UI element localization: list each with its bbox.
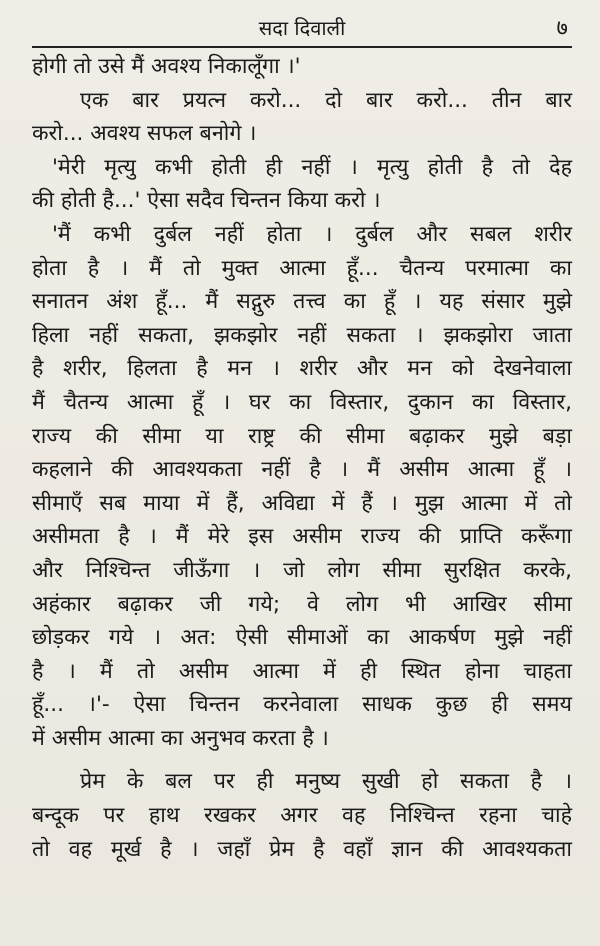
text-line: छोड़कर गये । अत: ऐसी सीमाओं का आकर्षण मुझे नहीं xyxy=(32,625,572,651)
page-header xyxy=(32,10,572,48)
text-line: हिला नहीं सकता, झकझोर नहीं सकता । झकझोरा जाता xyxy=(32,322,572,348)
text-line: हूँ... ।'- ऐसा चिन्तन करनेवाला साधक कुछ ही समय xyxy=(32,692,572,718)
text-line: की होती है...' ऐसा सदैव चिन्तन किया करो । xyxy=(32,188,381,214)
text-line: होगी तो उसे मैं अवश्य निकालूँगा ।' xyxy=(32,54,301,79)
text-line: सीमाएँ सब माया में हैं, अविद्या में हैं । मुझ आत्मा में तो xyxy=(32,490,572,516)
text-line: सनातन अंश हूँ... मैं सद्गुरु तत्त्व का हूँ । यह संसार मुझे xyxy=(32,289,572,315)
text-line: है शरीर, हिलता है मन । शरीर और मन को देखनेवाला xyxy=(32,356,572,382)
text-line: में असीम आत्मा का अनुभव करता है । xyxy=(32,725,329,751)
text-line: मैं चैतन्य आत्मा हूँ । घर का विस्तार, दुकान का विस्तार, xyxy=(32,389,572,415)
text-line: अहंकार बढ़ाकर जी गये; वे लोग भी आखिर सीमा xyxy=(32,591,572,617)
text-line: होता है । मैं तो मुक्त आत्मा हूँ... चैतन्य परमात्मा का xyxy=(32,255,572,281)
text-line: राज्य की सीमा या राष्ट्र की सीमा बढ़ाकर मुझे बड़ा xyxy=(32,423,572,449)
paragraph-gap xyxy=(32,755,572,765)
text-line: तो वह मूर्ख है । जहाँ प्रेम है वहाँ ज्ञान की आवश्यकता xyxy=(32,836,572,862)
body-text xyxy=(32,50,572,866)
text-line: करो... अवश्य सफल बनोगे । xyxy=(32,121,257,147)
text-line: कहलाने की आवश्यकता नहीं है । मैं असीम आत्मा हूँ । xyxy=(32,457,572,483)
text-line: है । मैं तो असीम आत्मा में ही स्थित होना चाहता xyxy=(32,658,572,684)
text-line: 'मेरी मृत्यु कभी होती ही नहीं । मृत्यु होती है तो देह xyxy=(52,154,572,180)
text-line: प्रेम के बल पर ही मनुष्य सुखी हो सकता है । xyxy=(80,769,572,795)
text-line: असीमता है । मैं मेरे इस असीम राज्य की प्राप्ति करूँगा xyxy=(32,524,572,550)
text-line: बन्दूक पर हाथ रखकर अगर वह निश्चिन्त रहना चाहे xyxy=(32,803,572,829)
text-line: एक बार प्रयत्न करो... दो बार करो... तीन बार xyxy=(80,87,572,113)
page-number: ७ xyxy=(556,16,568,41)
text-line: और निश्चिन्त जीऊँगा । जो लोग सीमा सुरक्षित करके, xyxy=(32,557,572,583)
running-title: सदा दिवाली xyxy=(258,16,346,40)
text-line: 'मैं कभी दुर्बल नहीं होता । दुर्बल और सबल शरीर xyxy=(52,221,572,247)
